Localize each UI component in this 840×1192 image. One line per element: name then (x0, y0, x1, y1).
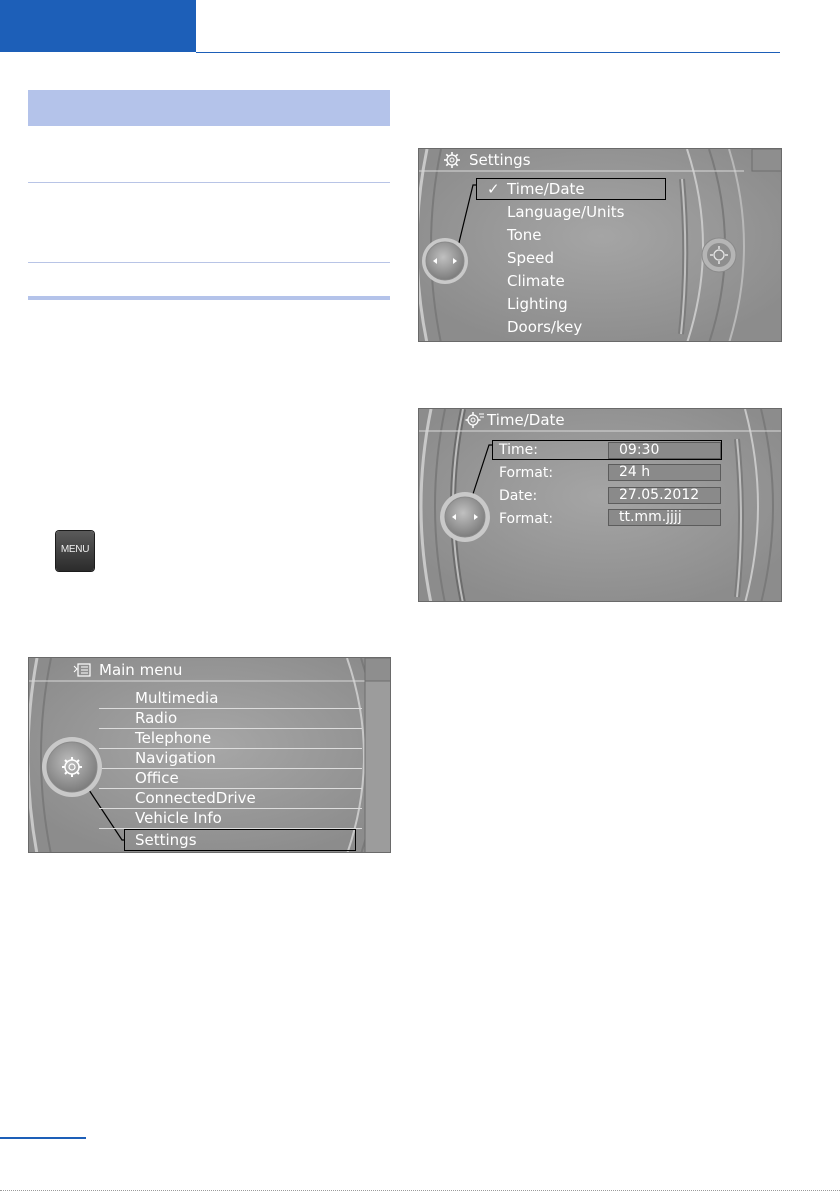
section-banner (28, 90, 390, 126)
menu-button-label: MENU (60, 544, 90, 555)
time-format-field[interactable] (608, 464, 721, 481)
time-value: 09:30 (619, 442, 660, 458)
selection-highlight (124, 829, 356, 851)
divider (28, 182, 390, 183)
settings-item-language-units[interactable]: Language/Units (507, 203, 625, 221)
menu-item-office[interactable]: Office (135, 769, 179, 787)
divider (28, 262, 390, 263)
main-menu-screen (28, 657, 391, 853)
settings-item-climate[interactable]: Climate (507, 272, 565, 290)
date-value-field[interactable] (608, 487, 721, 504)
page-edge-rule (0, 1190, 840, 1191)
settings-gear-icon (443, 151, 461, 169)
header-tab (0, 0, 196, 52)
date-label[interactable]: Date: (499, 488, 538, 504)
time-value-field[interactable] (608, 442, 721, 459)
menu-item-connecteddrive[interactable]: ConnectedDrive (135, 789, 256, 807)
controller-knob-icon (41, 736, 103, 798)
menu-item-multimedia[interactable]: Multimedia (135, 689, 219, 707)
screen-title: Main menu (99, 661, 183, 679)
date-format-label[interactable]: Format: (499, 511, 554, 527)
controller-knob-icon (439, 491, 491, 543)
settings-item-doors-key[interactable]: Doors/key (507, 318, 583, 336)
screen-title: Time/Date (487, 411, 565, 429)
menu-item-radio[interactable]: Radio (135, 709, 178, 727)
screen-title: Settings (469, 151, 531, 169)
settings-item-tone[interactable]: Tone (507, 226, 542, 244)
time-format-value: 24 h (619, 464, 651, 480)
time-format-label[interactable]: Format: (499, 465, 554, 481)
time-label[interactable]: Time: (499, 442, 538, 458)
time-date-screen (418, 408, 782, 602)
settings-item-speed[interactable]: Speed (507, 249, 555, 267)
date-value: 27.05.2012 (619, 487, 700, 503)
main-menu-icon (73, 662, 91, 678)
settings-item-time-date[interactable]: Time/Date (507, 180, 585, 198)
controller-knob-icon (421, 237, 469, 285)
menu-item-vehicle-info[interactable]: Vehicle Info (135, 809, 222, 827)
settings-screen (418, 148, 782, 342)
menu-item-navigation[interactable]: Navigation (135, 749, 216, 767)
date-format-value: tt.mm.jjjj (619, 509, 682, 525)
options-knob-icon (701, 237, 737, 273)
menu-item-telephone[interactable]: Telephone (135, 729, 212, 747)
section-end-rule (28, 296, 390, 300)
time-date-icon (465, 411, 485, 429)
date-format-field[interactable] (608, 509, 721, 526)
footer-rule (0, 1137, 86, 1139)
checkmark-icon: ✓ (487, 180, 500, 198)
settings-item-lighting[interactable]: Lighting (507, 295, 568, 313)
menu-item-settings[interactable]: Settings (135, 831, 197, 849)
header-rule (196, 52, 780, 53)
menu-button[interactable] (56, 531, 94, 571)
